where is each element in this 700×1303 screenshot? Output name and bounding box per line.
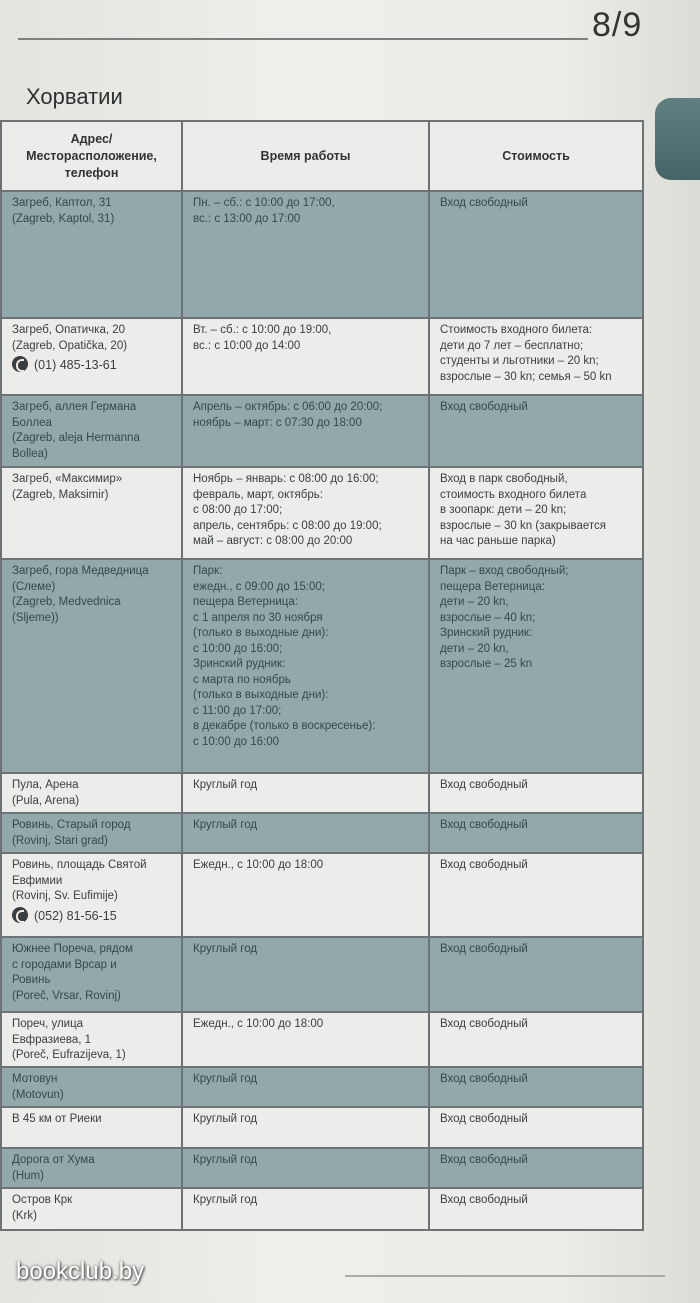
- table-row: [1, 395, 643, 467]
- table-row: [1, 773, 643, 813]
- cell-price: Вход в парк свободный, стоимость входного билета в зоопарк: дети – 20 kn; взрослые – 30 kn (закрывается на час раньше парка): [429, 467, 643, 559]
- cell-address: [1, 559, 182, 773]
- section-title: Хорватии: [26, 84, 123, 109]
- cell-address: [1, 1012, 182, 1067]
- address-text: Ровинь, Старый город (Rovinj, Stari grad): [12, 819, 131, 847]
- table-row: [1, 813, 643, 853]
- address-text: Пореч, улица Евфразиева, 1 (Poreč, Eufrazijeva, 1): [12, 1018, 126, 1061]
- cell-hours: Парк: ежедн., с 09:00 до 15:00; пещера Ветерница: с 1 апреля по 30 ноября (только в выходные дни): с 10:00 до 16:00; Зринский рудник: с марта по ноябрь (только в выходные дни): с 11:00 до 17:00; в декабре (только в воскресенье): с 10:00 до 16:00: [182, 559, 429, 773]
- address-text: Ровинь, площадь Святой Евфимии (Rovinj, Sv. Eufimije): [12, 859, 147, 902]
- table-row: [1, 318, 643, 395]
- cell-price: Вход свободный: [429, 1188, 643, 1230]
- cell-price: Вход свободный: [429, 813, 643, 853]
- cell-hours: Круглый год: [182, 937, 429, 1012]
- phone-icon: [12, 907, 28, 923]
- address-text: Южнее Пореча, рядом с городами Врсар и Ровинь (Poreč, Vrsar, Rovinj): [12, 943, 134, 1002]
- cell-address: [1, 191, 182, 318]
- phone-number: (052) 81-56-15: [34, 908, 117, 923]
- cell-price: Стоимость входного билета: дети до 7 лет – бесплатно; студенты и льготники – 20 kn; взрослые – 30 kn; семья – 50 kn: [429, 318, 643, 395]
- table-row: [1, 937, 643, 1012]
- table-row: [1, 467, 643, 559]
- cell-price: Вход свободный: [429, 395, 643, 467]
- address-text: Загреб, Опатичка, 20 (Zagreb, Opatička, 20): [12, 324, 128, 352]
- table-row: [1, 559, 643, 773]
- cell-address: [1, 1148, 182, 1188]
- cell-hours: Ежедн., с 10:00 до 18:00: [182, 1012, 429, 1067]
- table-row: [1, 1148, 643, 1188]
- cell-address: [1, 1107, 182, 1148]
- table-row: [1, 191, 643, 318]
- cell-hours: Круглый год: [182, 813, 429, 853]
- cell-price: Парк – вход свободный; пещера Ветерница: дети – 20 kn, взрослые – 40 kn; Зринский рудник: дети – 20 kn, взрослые – 25 kn: [429, 559, 643, 773]
- phone-line: [12, 356, 175, 374]
- address-text: Загреб, гора Медведница (Слеме) (Zagreb, Medvednica (Sljeme)): [12, 565, 149, 624]
- cell-address: [1, 1067, 182, 1107]
- column-header-address: Адрес/ Месторасположение, телефон: [1, 121, 182, 191]
- address-text: Загреб, аллея Германа Боллеа (Zagreb, aleja Hermanna Bollea): [12, 401, 140, 460]
- table-row: [1, 853, 643, 937]
- cell-hours: Круглый год: [182, 1067, 429, 1107]
- cell-hours: Круглый год: [182, 1148, 429, 1188]
- cell-hours: Апрель – октябрь: с 06:00 до 20:00; ноябрь – март: с 07:30 до 18:00: [182, 395, 429, 467]
- table-row: [1, 1067, 643, 1107]
- cell-price: Вход свободный: [429, 1107, 643, 1148]
- table-body: [1, 191, 643, 1230]
- header-rule: [18, 38, 588, 40]
- phone-icon: [12, 356, 28, 372]
- cell-price: Вход свободный: [429, 853, 643, 937]
- cell-hours: Круглый год: [182, 1107, 429, 1148]
- cell-price: Вход свободный: [429, 191, 643, 318]
- phone-line: [12, 907, 175, 925]
- address-text: В 45 км от Риеки: [12, 1113, 102, 1125]
- chapter-tab: [655, 98, 700, 180]
- table-row: [1, 1107, 643, 1148]
- column-header-hours: Время работы: [182, 121, 429, 191]
- cell-address: [1, 937, 182, 1012]
- phone-number: (01) 485-13-61: [34, 358, 117, 372]
- table-row: [1, 1188, 643, 1230]
- address-text: Загреб, «Максимир» (Zagreb, Maksimir): [12, 473, 123, 501]
- cell-address: [1, 467, 182, 559]
- cell-hours: Круглый год: [182, 1188, 429, 1230]
- column-header-price: Стоимость: [429, 121, 643, 191]
- cell-address: [1, 773, 182, 813]
- cell-hours: Вт. – сб.: с 10:00 до 19:00, вс.: с 10:00 до 14:00: [182, 318, 429, 395]
- cell-hours: Круглый год: [182, 773, 429, 813]
- address-text: Пула, Арена (Pula, Arena): [12, 779, 80, 807]
- cell-hours: Ноябрь – январь: с 08:00 до 16:00; февраль, март, октябрь: с 08:00 до 17:00; апрель, сентябрь: с 08:00 до 19:00; май – август: с 08:00 до 20:00: [182, 467, 429, 559]
- page-number: 8/9: [592, 6, 643, 44]
- table-header-row: [1, 121, 643, 191]
- address-text: Остров Крк (Krk): [12, 1194, 73, 1222]
- cell-address: [1, 395, 182, 467]
- cell-address: [1, 813, 182, 853]
- cell-hours: Ежедн., с 10:00 до 18:00: [182, 853, 429, 937]
- cell-price: Вход свободный: [429, 773, 643, 813]
- cell-price: Вход свободный: [429, 1148, 643, 1188]
- venues-table: [0, 120, 644, 1231]
- table-row: [1, 1012, 643, 1067]
- address-text: Дорога от Хума (Hum): [12, 1154, 95, 1182]
- address-text: Мотовун (Motovun): [12, 1073, 64, 1101]
- cell-price: Вход свободный: [429, 1067, 643, 1107]
- cell-address: [1, 318, 182, 395]
- cell-address: [1, 853, 182, 937]
- cell-price: Вход свободный: [429, 937, 643, 1012]
- address-text: Загреб, Каптол, 31 (Zagreb, Kaptol, 31): [12, 197, 115, 225]
- cell-hours: Пн. – сб.: с 10:00 до 17:00, вс.: с 13:00 до 17:00: [182, 191, 429, 318]
- watermark-logo: bookclub.by: [16, 1258, 145, 1285]
- cell-address: [1, 1188, 182, 1230]
- footer-rule: [345, 1275, 665, 1277]
- cell-price: Вход свободный: [429, 1012, 643, 1067]
